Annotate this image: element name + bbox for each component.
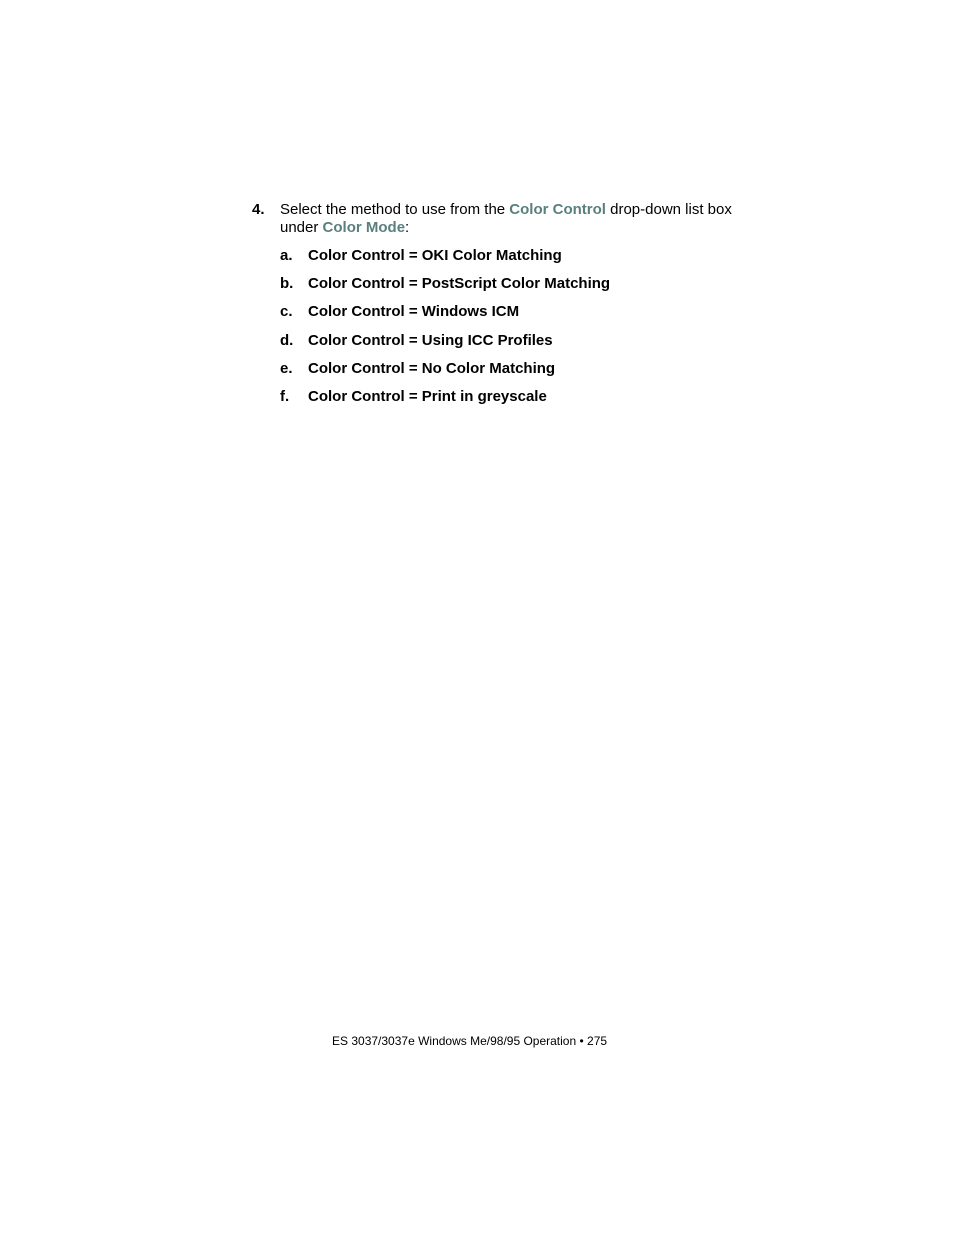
- color-mode-link[interactable]: Color Mode: [322, 219, 406, 236]
- step-number: 4.: [252, 201, 265, 218]
- item-letter: f.: [280, 388, 290, 405]
- list-item: [280, 332, 553, 350]
- list-item: [280, 388, 547, 406]
- list-item: [280, 303, 519, 321]
- item-letter: a.: [280, 247, 293, 264]
- item-label: Color Control = PostScript Color Matching: [308, 275, 611, 292]
- item-letter: d.: [280, 332, 294, 349]
- item-letter: e.: [280, 360, 293, 377]
- item-label: Color Control = OKI Color Matching: [308, 247, 562, 264]
- step-text-middle: drop-down list box under: [280, 201, 732, 236]
- item-label: Color Control = Print in greyscale: [308, 388, 547, 405]
- list-item: [280, 360, 555, 378]
- step-instruction: [280, 201, 732, 237]
- page-footer: ES 3037/3037e Windows Me/98/95 Operation • 275: [332, 1034, 608, 1048]
- item-letter: b.: [280, 275, 294, 292]
- list-item: [280, 275, 610, 293]
- item-letter: c.: [280, 303, 293, 320]
- item-label: Color Control = No Color Matching: [308, 360, 556, 377]
- step-text-after: :: [405, 219, 410, 236]
- list-item: [280, 247, 562, 265]
- item-label: Color Control = Using ICC Profiles: [308, 332, 553, 349]
- item-label: Color Control = Windows ICM: [308, 303, 520, 320]
- color-control-link[interactable]: Color Control: [509, 201, 606, 218]
- step-4: [252, 201, 732, 237]
- step-text-before: Select the method to use from the: [280, 201, 510, 218]
